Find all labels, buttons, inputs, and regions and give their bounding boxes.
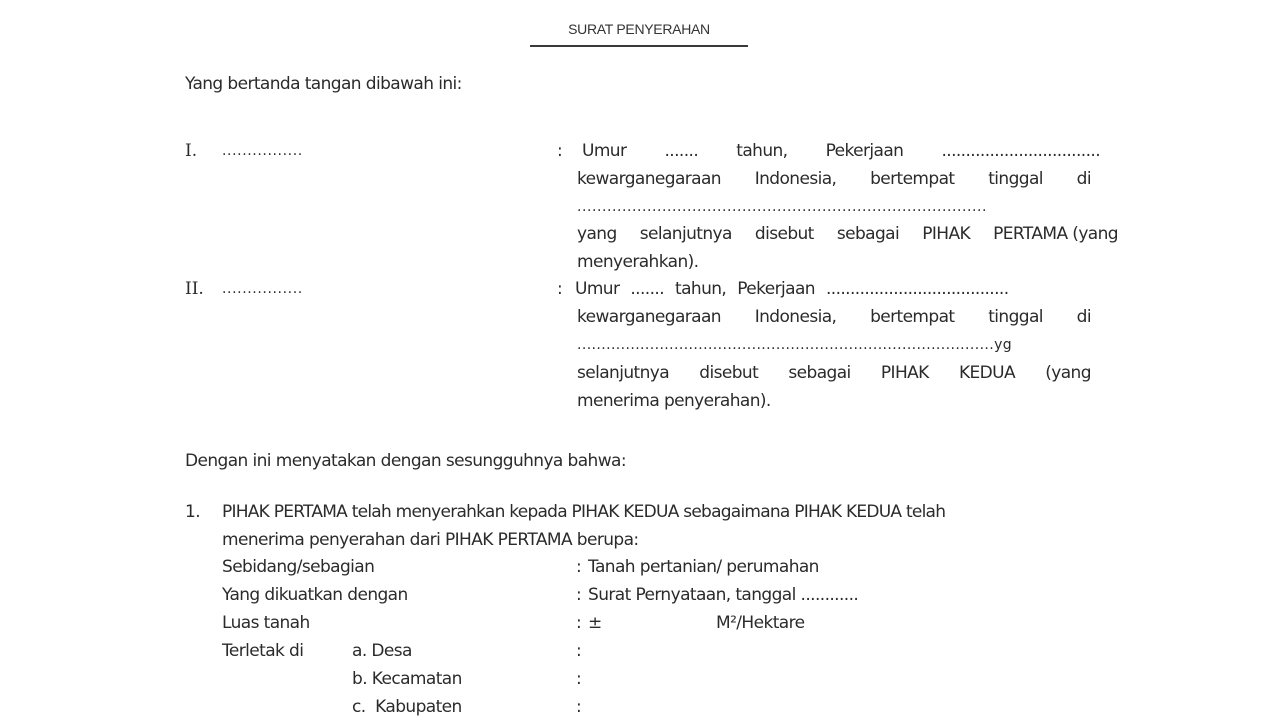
field-sublabel: a. Desa	[352, 641, 412, 661]
word: KEDUA	[958, 363, 1016, 383]
field-sublabel: b. Kecamatan	[352, 669, 462, 689]
statement-text: Dengan ini menyatakan dengan sesungguhnya bahwa:	[185, 451, 626, 471]
clause-text-line: menerima penyerahan dari PIHAK PERTAMA berupa:	[222, 530, 639, 550]
field-colon: :	[576, 669, 582, 689]
occupation-blank: ......................................	[825, 279, 1009, 299]
field-value: Tanah pertanian/ perumahan	[588, 557, 819, 577]
field-colon: :	[576, 641, 582, 661]
party-role: menerima penyerahan).	[577, 391, 771, 411]
word: di	[1076, 169, 1091, 189]
party-detail-line	[577, 363, 1091, 383]
word: disebut	[699, 363, 759, 383]
party-role: menyerahkan).	[577, 252, 699, 272]
field-label: Luas tanah	[222, 613, 310, 633]
party-detail-line	[577, 169, 1091, 189]
party-numeral: I.	[185, 141, 198, 161]
field-label: Terletak di	[222, 641, 304, 661]
label-pekerjaan: Pekerjaan	[737, 279, 815, 299]
document-title: SURAT PENYERAHAN	[568, 21, 710, 37]
field-value: ±	[588, 613, 602, 633]
word: tinggal	[988, 169, 1043, 189]
field-value: Surat Pernyataan, tanggal ............	[588, 585, 859, 605]
field-label: Sebidang/sebagian	[222, 557, 375, 577]
party-detail-line	[575, 279, 1009, 299]
word: kewarganegaraan	[577, 169, 721, 189]
party-detail-line	[577, 224, 1118, 244]
field-label: Yang dikuatkan dengan	[222, 585, 408, 605]
word: selanjutnya	[577, 363, 670, 383]
word: PERTAMA (yang	[993, 224, 1118, 244]
field-unit: M²/Hektare	[716, 613, 805, 633]
word: yang	[577, 224, 617, 244]
word: PIHAK	[880, 363, 929, 383]
party-name-blank: ................	[222, 281, 303, 297]
age-blank: .......	[630, 279, 665, 299]
intro-text: Yang bertanda tangan dibawah ini:	[185, 74, 462, 94]
word: bertempat	[870, 169, 955, 189]
party-colon: :	[557, 141, 563, 161]
word: (yang	[1045, 363, 1091, 383]
word: di	[1076, 307, 1091, 327]
word: sebagai	[788, 363, 851, 383]
word: PIHAK	[922, 224, 971, 244]
label-pekerjaan: Pekerjaan	[825, 141, 904, 161]
label-umur: Umur	[575, 279, 620, 299]
address-blank: ..................................................................................	[577, 199, 988, 215]
word: bertempat	[870, 307, 955, 327]
word: disebut	[754, 224, 814, 244]
label-tahun: tahun,	[736, 141, 788, 161]
label-tahun: tahun,	[675, 279, 727, 299]
word: tinggal	[988, 307, 1043, 327]
title-underline	[530, 45, 748, 47]
occupation-blank: .................................	[941, 141, 1100, 161]
word: selanjutnya	[639, 224, 732, 244]
party-colon: :	[557, 279, 563, 299]
field-colon: :	[576, 557, 582, 577]
label-umur: Umur	[582, 141, 627, 161]
clause-text-line: PIHAK PERTAMA telah menyerahkan kepada PIHAK KEDUA sebagaimana PIHAK KEDUA telah	[222, 502, 946, 522]
clause-number: 1.	[185, 502, 201, 522]
word: Indonesia,	[754, 307, 837, 327]
field-colon: :	[576, 613, 582, 633]
party-detail-line	[577, 307, 1091, 327]
field-sublabel: c. Kabupaten	[352, 697, 462, 717]
party-numeral: II.	[185, 279, 204, 299]
word: Indonesia,	[754, 169, 837, 189]
address-blank: ......................................................................................yg	[577, 337, 1013, 353]
party-name-blank: ................	[222, 143, 303, 159]
word: sebagai	[836, 224, 900, 244]
field-colon: :	[576, 585, 582, 605]
field-colon: :	[576, 697, 582, 717]
word: kewarganegaraan	[577, 307, 721, 327]
party-detail-line	[582, 141, 1100, 161]
age-blank: .......	[664, 141, 699, 161]
